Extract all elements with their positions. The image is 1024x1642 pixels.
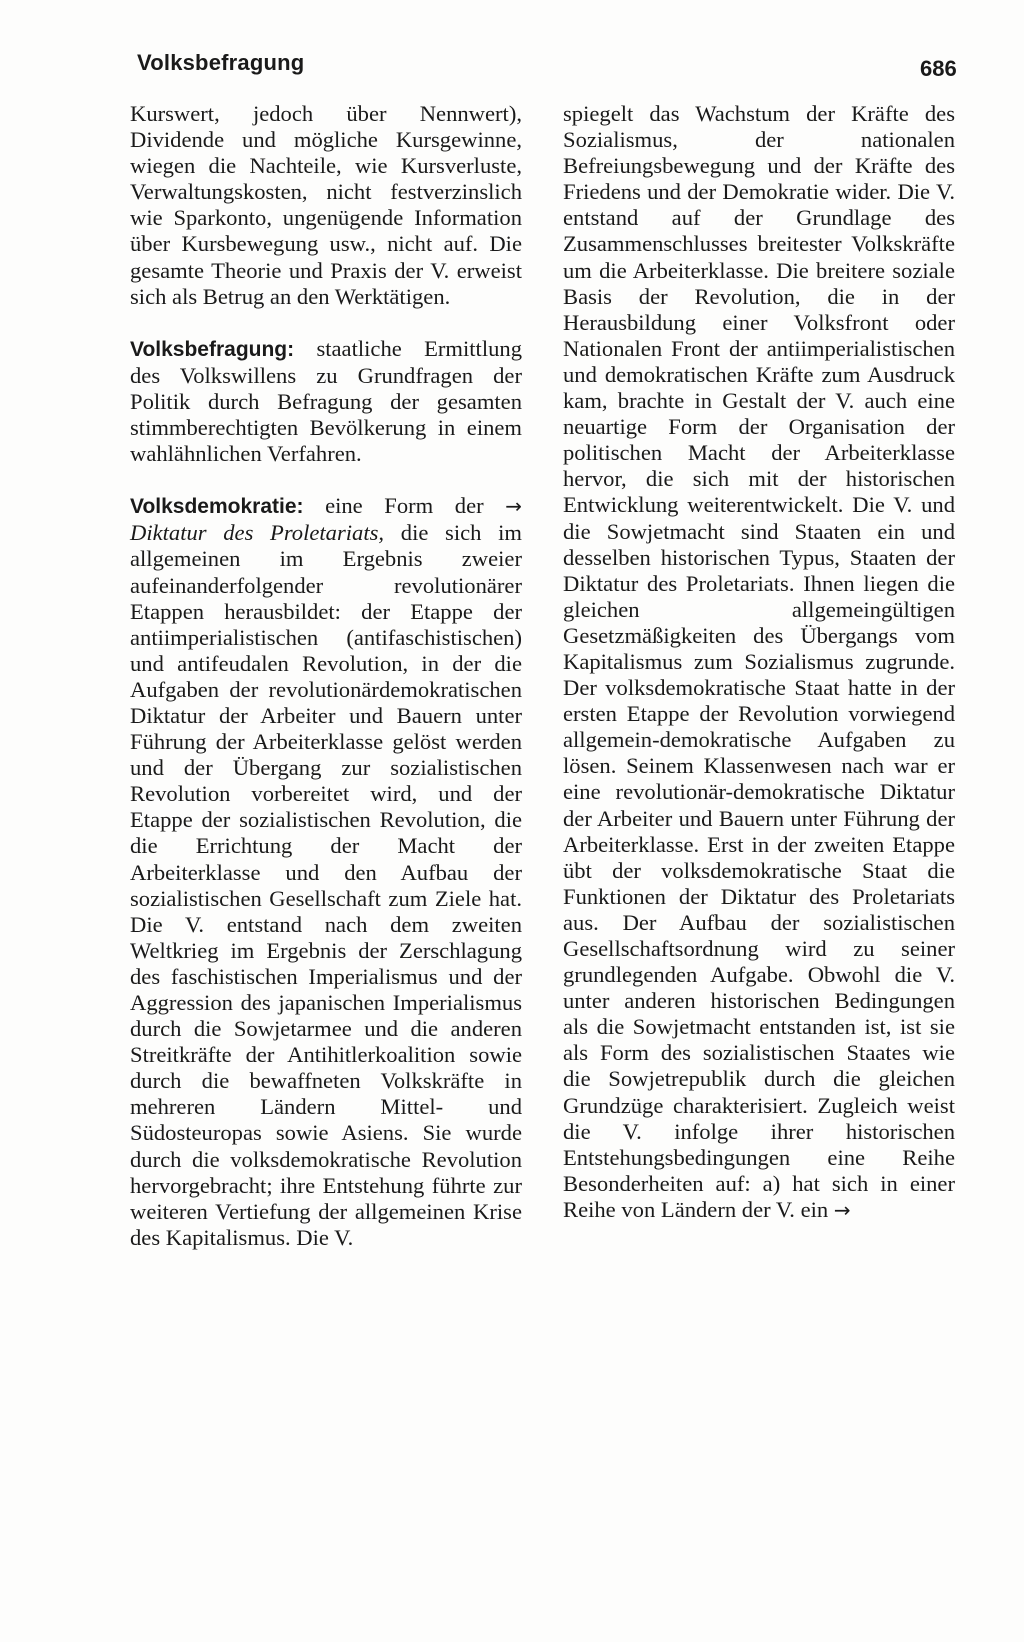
entry-volksdemokratie <box>130 493 522 1251</box>
paragraph-continuation <box>563 101 955 1223</box>
right-column <box>563 101 955 1223</box>
entry-lead: eine Form der <box>325 493 484 519</box>
cross-reference-link[interactable]: Diktatur des Proletariats, <box>130 520 385 546</box>
entry-body: die sich im allgemeinen im Ergebnis zweier aufeinanderfolgender revolutionärer Etappen herausbildet: der Etappe der antiimperialistischen (antifaschistischen) und antifeudalen Revolution, in der die Aufgaben der revolutionärdemokratischen Diktatur der Arbeiter und Bauern unter Führung der Arbeiterklasse gelöst werden und der Übergang zur sozialistischen Revolution vorbereitet wird, und der Etappe der sozialistischen Revolution, die die Errichtung der Macht der Arbeiterklasse und den Aufbau der sozialistischen Gesellschaft zum Ziele hat. Die V. entstand nach dem zweiten Weltkrieg im Ergebnis der Zerschlagung des faschistischen Imperialismus und der Aggression des japanischen Imperialismus durch die Sowjetarmee und die anderen Streitkräfte der Antihitlerkoalition sowie durch die bewaffneten Volkskräfte in mehreren Ländern Mittel- und Südosteuropas sowie Asiens. Sie wurde durch die volksdemokratische Revolution hervorgebracht; ihre Entstehung führte zur weiteren Vertiefung der allgemeinen Krise des Kapitalismus. Die V. <box>130 520 522 1250</box>
left-column <box>130 101 522 1251</box>
entry-body: staatliche Ermittlung des Volkswillens zu Grundfragen der Politik durch Befragung der gesamten stimmberechtigten Bevölkerung in einem wahlähnlichen Verfahren. <box>130 335 522 467</box>
entry-volksbefragung <box>130 336 522 467</box>
paragraph-continuation: Kurswert, jedoch über Nennwert), Dividende und mögliche Kursgewinne, wiegen die Nachteile, wie Kursverluste, Verwaltungskosten, nicht festverzinslich wie Sparkonto, ungenügende Information über Kursbewegung usw., nicht auf. Die gesamte Theorie und Praxis der V. erweist sich als Betrug an den Werktätigen. <box>130 101 522 309</box>
page-number: 686 <box>920 56 957 81</box>
right-column-text: spiegelt das Wachstum der Kräfte des Sozialismus, der nationalen Befreiungsbewegung und der Kräfte des Friedens und der Demokratie wider. Die V. entstand auf der Grundlage des Zusammenschlusses breitester Volkskräfte um die Arbeiterklasse. Die breitere soziale Basis der Revolution, die in der Herausbildung einer Volksfront oder Nationalen Front der antiimperialistischen und demokratischen Kräfte zum Ausdruck kam, brachte in Gestalt der V. auch eine neuartige Form der Organisation der politischen Macht der Arbeiterklasse hervor, die sich mit der historischen Entwicklung weiterentwickelt. Die V. und die Sowjetmacht sind Staaten ein und desselben historischen Typus, Staaten der Diktatur des Proletariats. Ihnen liegen die gleichen allgemeingültigen Gesetzmäßigkeiten des Übergangs vom Kapitalismus zum Sozialismus zugrunde. Der volksdemokratische Staat hatte in der ersten Etappe der Revolution vorwiegend allgemein-demokratische Aufgaben zu lösen. Seinem Klassenwesen nach war er eine revolutionär-demokratische Diktatur der Arbeiter und Bauern unter Führung der Arbeiterklasse. Erst in der zweiten Etappe übt der volksdemokratische Staat die Funktionen der Diktatur des Proletariats aus. Der Aufbau der sozialistischen Gesellschaftsordnung wird zu seiner grundlegenden Aufgabe. Obwohl die V. unter anderen historischen Bedingungen als die Sowjetmacht entstanden ist, ist sie als Form des sozialistischen Staates wie die Sowjetrepublik durch die gleichen Grundzüge charakterisiert. Zugleich weist die V. infolge ihrer historischen Entstehungsbedingungen eine Reihe Besonderheiten auf: a) hat sich in einer Reihe von Ländern der V. ein <box>563 101 955 1222</box>
entry-headword: Volksdemokratie: <box>130 495 304 519</box>
entry-headword: Volksbefragung: <box>130 337 295 361</box>
running-head: Volksbefragung <box>137 50 305 75</box>
continuation-arrow-icon: → <box>833 1197 851 1222</box>
cross-reference-arrow-icon: → <box>505 494 522 519</box>
